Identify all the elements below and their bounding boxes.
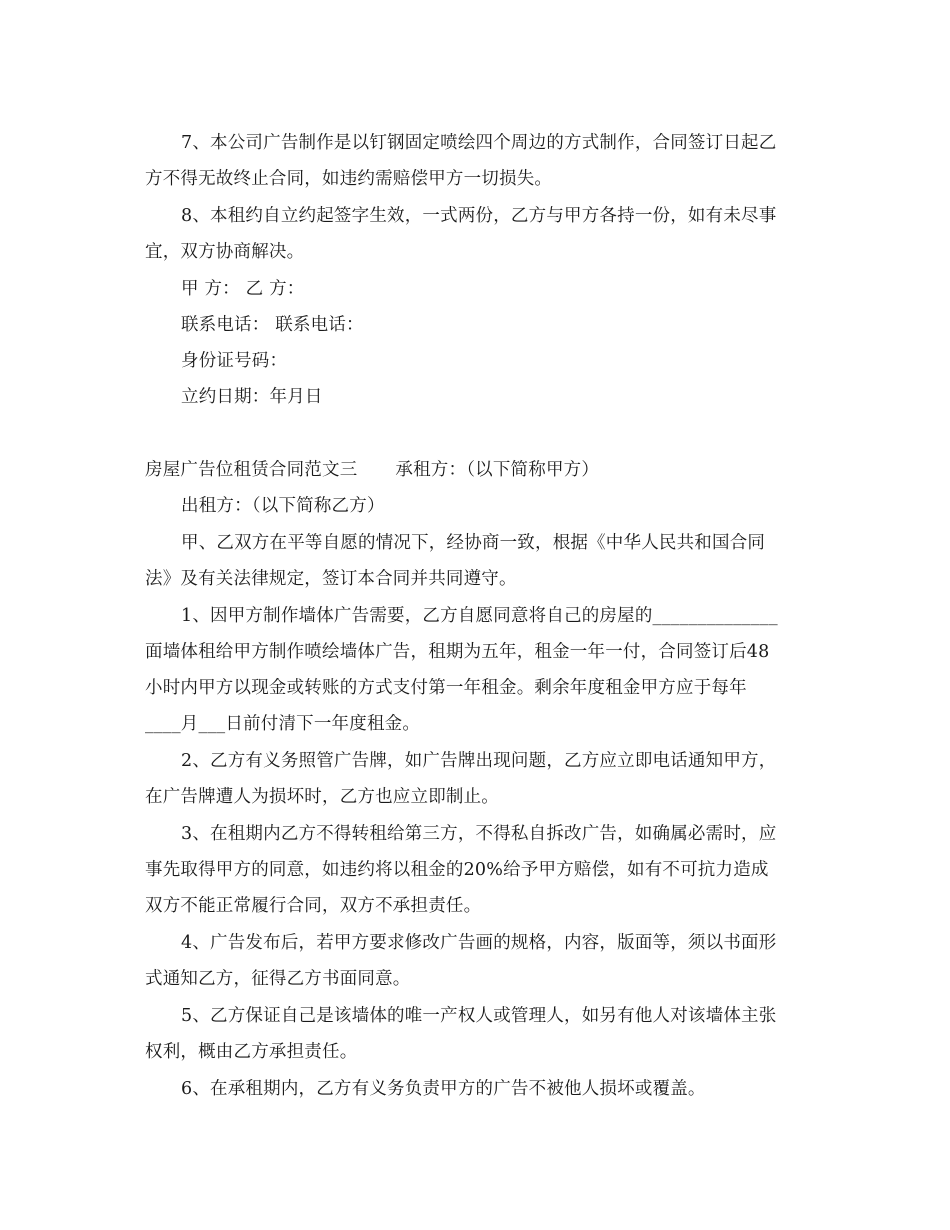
clause-3-line-2: 事先取得甲方的同意，如违约将以租金的20%给予甲方赔偿，如有不可抗力造成 — [145, 860, 769, 880]
clause-7-line-2: 方不得无故终止合同，如违约需赔偿甲方一切损失。 — [145, 169, 553, 189]
phone-label-line: 联系电话： 联系电话： — [181, 315, 364, 335]
party-label-line: 甲 方： 乙 方： — [181, 279, 305, 299]
section-title: 房屋广告位租赁合同范文三 — [145, 460, 358, 480]
clause-3-line-1: 3、在租期内乙方不得转租给第三方，不得私自拆改广告，如确属必需时，应 — [181, 824, 777, 844]
clause-2-line-2: 在广告牌遭人为损坏时，乙方也应立即制止。 — [145, 787, 499, 807]
clause-1-line-1: 1、因甲方制作墙体广告需要，乙方自愿同意将自己的房屋的______________ — [181, 606, 778, 626]
lessor-label-line: 出租方：（以下简称乙方） — [181, 496, 385, 516]
clause-1-line-2: 面墙体租给甲方制作喷绘墙体广告，租期为五年，租金一年一付，合同签订后48 — [145, 642, 770, 662]
clause-5-line-1: 5、乙方保证自己是该墙体的唯一产权人或管理人，如另有他人对该墙体主张 — [181, 1006, 777, 1026]
clause-1-line-3: 小时内甲方以现金或转账的方式支付第一年租金。剩余年度租金甲方应于每年 — [145, 678, 747, 698]
clause-5-line-2: 权利，概由乙方承担责任。 — [145, 1042, 358, 1062]
clause-4-line-1: 4、广告发布后，若甲方要求修改广告画的规格，内容，版面等，须以书面形 — [181, 933, 777, 953]
section-heading-line — [145, 459, 599, 481]
clause-2-line-1: 2、乙方有义务照管广告牌，如广告牌出现问题，乙方应立即电话通知甲方， — [181, 751, 777, 771]
clause-1-line-4: ____月___日前付清下一年度租金。 — [145, 714, 421, 734]
preamble-line-2: 法》及有关法律规定，签订本合同并共同遵守。 — [145, 569, 517, 589]
lessee-label: 承租方：（以下简称甲方） — [395, 460, 600, 480]
clause-3-line-3: 双方不能正常履行合同，双方不承担责任。 — [145, 896, 482, 916]
signing-date-label-line: 立约日期：年月日 — [181, 387, 323, 407]
clause-6-line-1: 6、在承租期内，乙方有义务负责甲方的广告不被他人损坏或覆盖。 — [181, 1079, 706, 1099]
clause-8-line-1: 8、本租约自立约起签字生效，一式两份，乙方与甲方各持一份，如有未尽事 — [181, 206, 777, 226]
clause-8-line-2: 宜，双方协商解决。 — [145, 242, 305, 262]
preamble-line-1: 甲、乙双方在平等自愿的情况下，经协商一致，根据《中华人民共和国合同 — [181, 533, 766, 553]
clause-7-line-1: 7、本公司广告制作是以钉钢固定喷绘四个周边的方式制作，合同签订日起乙 — [181, 133, 777, 153]
id-number-label-line: 身份证号码： — [181, 351, 288, 371]
clause-4-line-2: 式通知乙方，征得乙方书面同意。 — [145, 969, 411, 989]
